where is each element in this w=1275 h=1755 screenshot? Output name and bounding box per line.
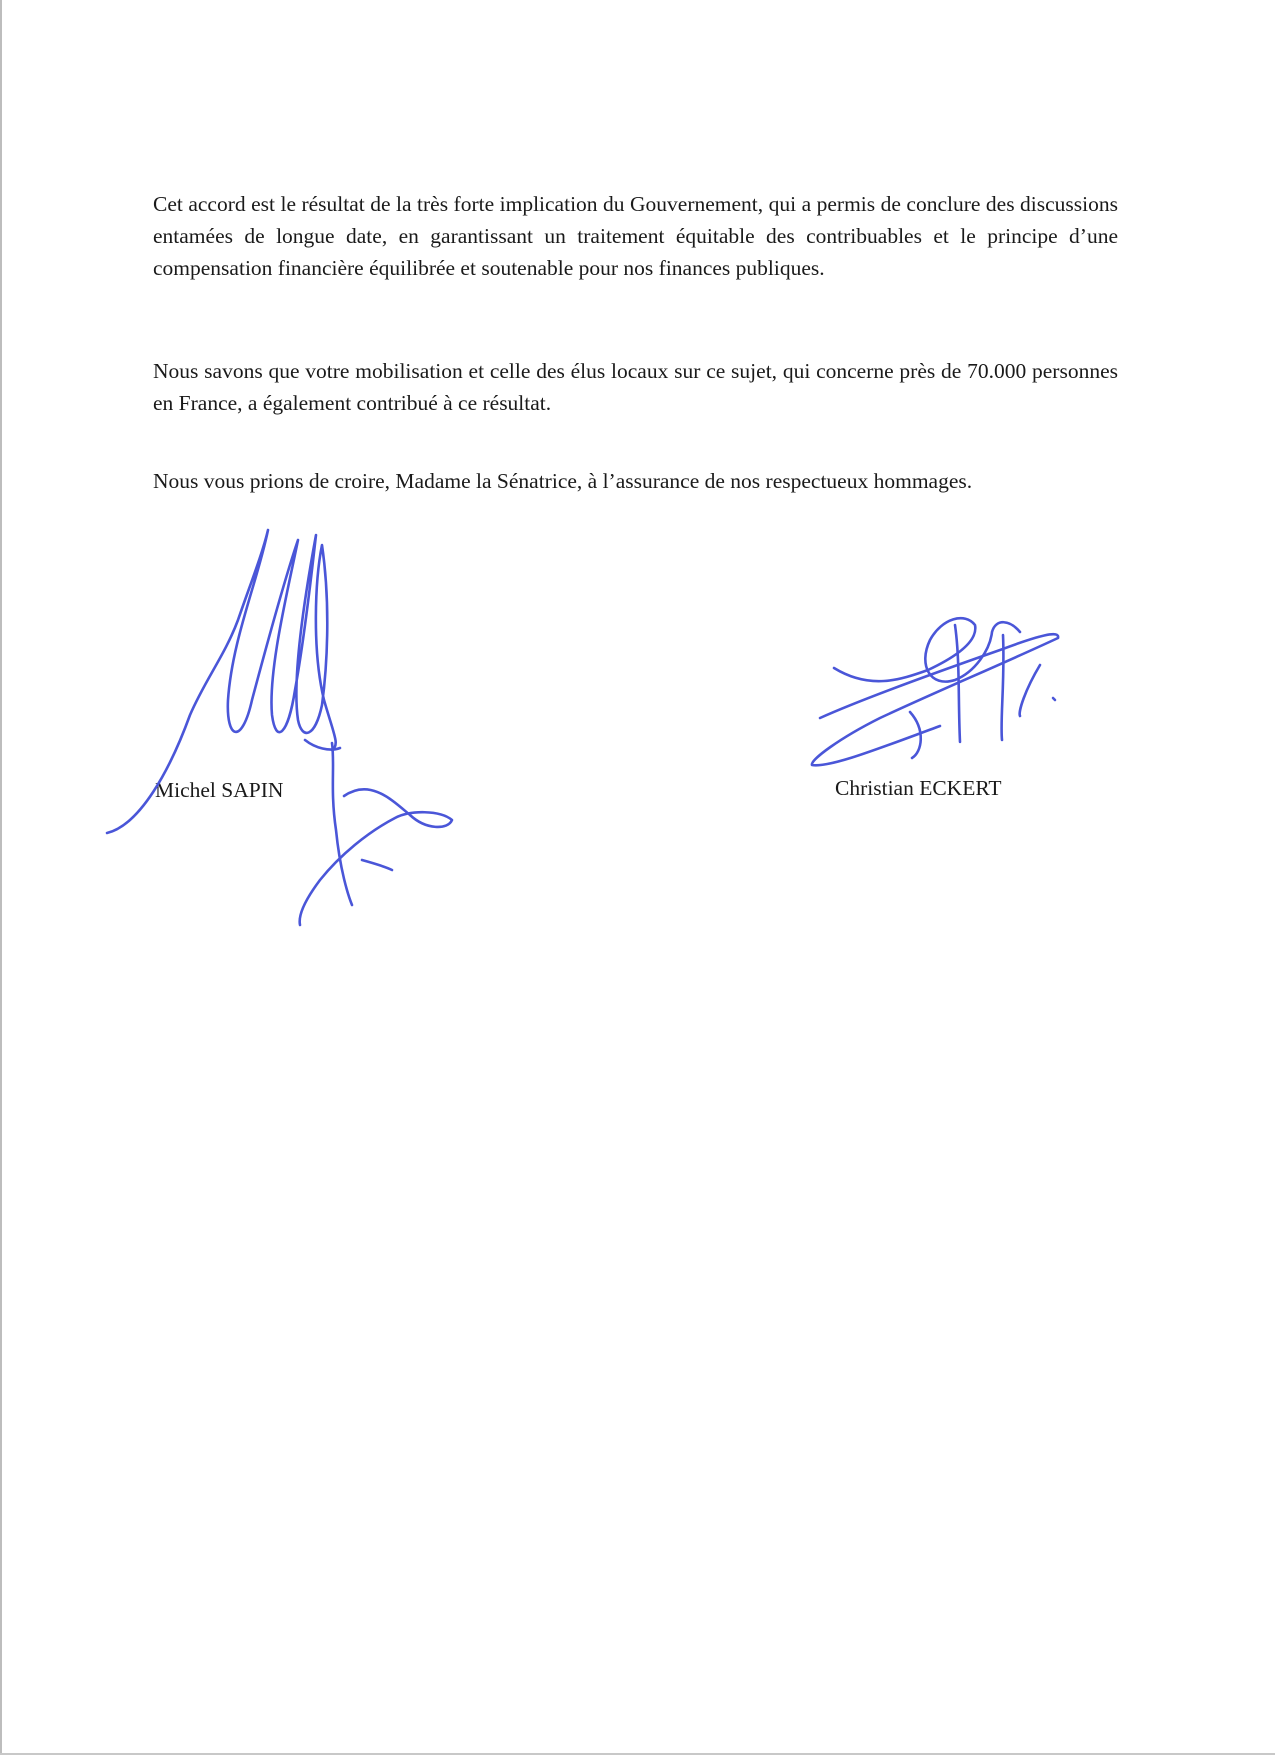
paragraph-mobilisation: Nous savons que votre mobilisation et celle des élus locaux sur ce sujet, qui concerne près de 70.000 personnes en France, a également contribué à ce résultat. bbox=[153, 359, 1118, 415]
signature-eckert bbox=[812, 618, 1058, 765]
signer-name-sapin: Michel SAPIN bbox=[155, 778, 284, 802]
signer-name-eckert: Christian ECKERT bbox=[835, 776, 1002, 800]
scan-left-edge bbox=[0, 0, 2, 1755]
paragraph-agreement: Cet accord est le résultat de la très forte implication du Gouvernement, qui a permis de conclure des discussions entamées de longue date, en garantissant un traitement équitable des contribuables et le principe d’une compensation financière équilibrée et soutenable pour nos finances publiques. bbox=[153, 192, 1118, 280]
paragraph-closing: Nous vous prions de croire, Madame la Sénatrice, à l’assurance de nos respectueux hommages. bbox=[153, 469, 973, 493]
signature-sapin bbox=[107, 530, 452, 925]
